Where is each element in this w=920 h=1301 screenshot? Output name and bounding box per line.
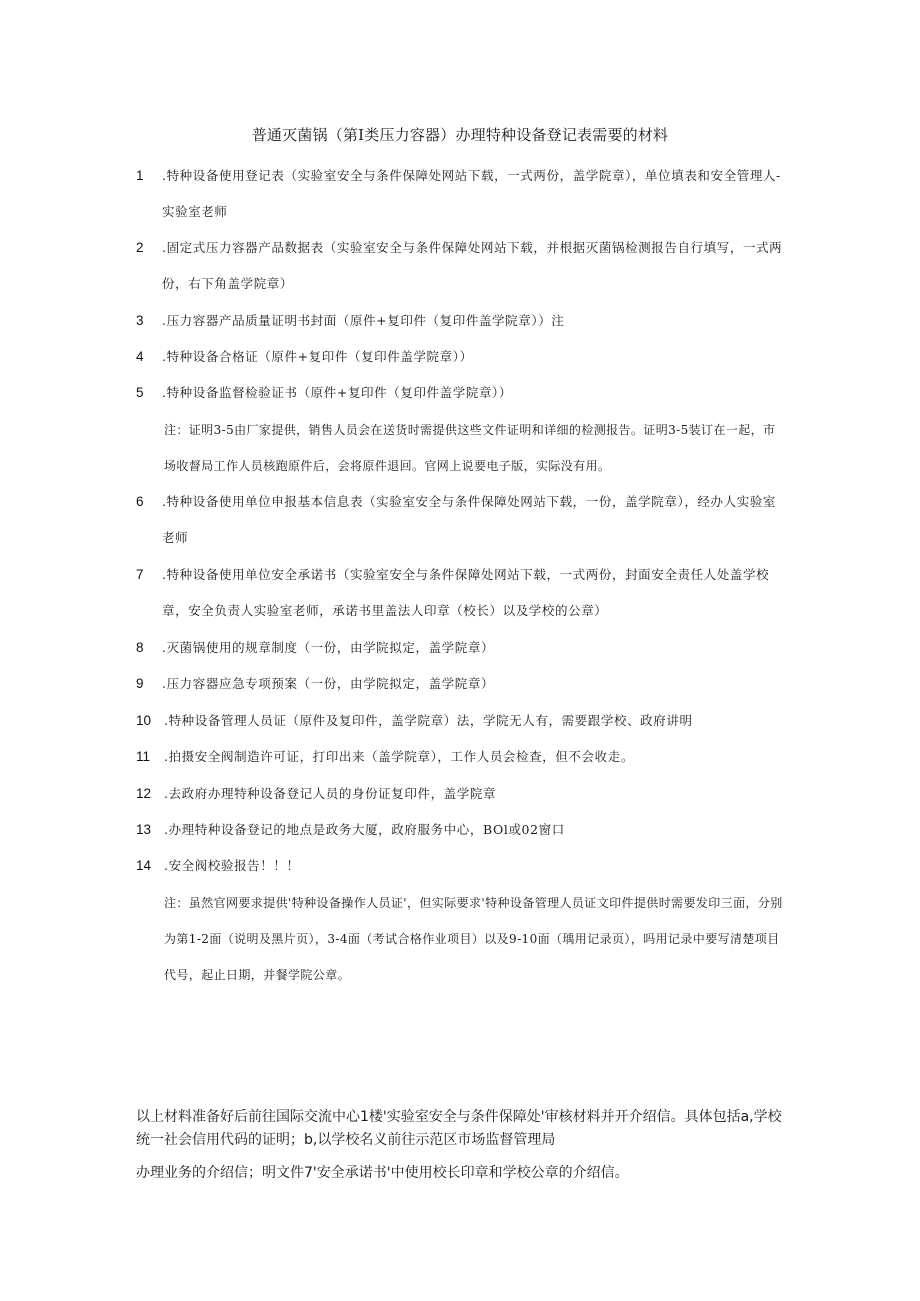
- item-text: .固定式压力容器产品数据表（实验室安全与条件保障处网站下载，并根据灭菌锅检测报告自行填写，一式两份，右下角盖学院章）: [162, 240, 783, 291]
- list-item: [136, 339, 786, 375]
- list-item: [136, 484, 786, 556]
- note-paragraph: 注：虽然官网要求提供'特种设备操作人员证'，但实际要求'特种设备管理人员证文印件提供时需要发印三面，分别为第1-2面（说明及黑片页），3-4面（考试合格作业项目）以及9-10面（瑀用记录页），吗用记录中要写清楚项目代号，起止日期，并餐学院公章。: [164, 896, 783, 982]
- item-number: 2: [136, 240, 144, 255]
- item-number: 13: [136, 822, 152, 837]
- item-number: 6: [136, 494, 144, 509]
- list-item: [136, 812, 786, 848]
- footer-paragraph: 办理业务的介绍信；明文件7'安全承诺书'中使用校长印章和学校公章的介绍信。: [136, 1165, 629, 1181]
- item-text: .去政府办理特种设备登记人员的身份证复印件，盖学院章: [164, 786, 497, 801]
- list-item: [136, 666, 786, 702]
- item-number: 12: [136, 786, 152, 801]
- item-number: 8: [136, 640, 144, 655]
- item-number: 9: [136, 676, 144, 691]
- item-number: 5: [136, 385, 144, 400]
- item-text: .压力容器产品质量证明书封面（原件+复印件（复印件盖学院章））注: [162, 313, 565, 328]
- item-number: 7: [136, 567, 144, 582]
- list-item: [136, 703, 786, 739]
- item-text: .拍摄安全阀制造许可证，打印出来（盖学院章），工作人员会检查，但不会收走。: [164, 749, 634, 764]
- list-item: [136, 158, 786, 230]
- list-item: [136, 739, 786, 775]
- item-number: 1: [136, 168, 144, 183]
- list-item: [136, 776, 786, 812]
- list-item: [136, 375, 786, 411]
- list-item: [136, 230, 786, 302]
- item-number: 11: [136, 749, 151, 764]
- item-text: .特种设备使用登记表（实验室安全与条件保障处网站下载，一式两份，盖学院章），单位填表和安全管理人-实验室老师: [162, 168, 781, 219]
- note-paragraph: 注：证明3-5由厂家提供，销售人员会在送货时需提供这些文件证明和详细的检测报告。证明3-5装订在一起，市场收督局工作人员核跑原件后，会将原件退回。官网上说要电子版，实际没有用。: [164, 423, 776, 473]
- item-number: 14: [136, 858, 152, 873]
- item-number: 3: [136, 313, 144, 328]
- item-text: .特种设备使用单位申报基本信息表（实验室安全与条件保障处网站下载，一份，盖学院章），经办人实验室老师: [162, 494, 777, 545]
- item-text: .灭菌锅使用的规章制度（一份，由学院拟定，盖学院章）: [162, 640, 495, 655]
- footer-paragraph: 以上材料准备好后前往国际交流中心1楼'实验室安全与条件保障处'审核材料并开介绍信。具体包括a,学校统一社会信用代码的证明；b,以学校名义前往示范区市场监督管理局: [136, 1109, 782, 1148]
- document-title: 普通灭菌锅（第I类压力容器）办理特种设备登记表需要的材料: [251, 126, 669, 144]
- item-text: .特种设备使用单位安全承诺书（实验室安全与条件保障处网站下载，一式两份，封面安全责任人处盖学校章，安全负责人实验室老师，承诺书里盖法人印章（校长）以及学校的公章）: [162, 567, 770, 618]
- item-text: .特种设备监督检验证书（原件+复印件（复印件盖学院章））: [162, 385, 512, 400]
- list-item: [136, 848, 786, 884]
- list-item: [136, 630, 786, 666]
- item-text: .压力容器应急专项预案（一份，由学院拟定，盖学院章）: [162, 676, 495, 691]
- item-text: .办理特种设备登记的地点是政务大厦，政府服务中心，BOl或02窗口: [164, 822, 565, 837]
- item-text: .特种设备管理人员证（原件及复印件，盖学院章）法，学院无人有，需要跟学校、政府讲明: [164, 713, 693, 728]
- item-number: 10: [136, 713, 152, 728]
- list-item: [136, 557, 786, 629]
- item-text: .特种设备合格证（原件+复印件（复印件盖学院章））: [162, 349, 473, 364]
- item-text: .安全阀校验报告！！！: [164, 858, 300, 873]
- item-number: 4: [136, 349, 144, 364]
- list-item: [136, 303, 786, 339]
